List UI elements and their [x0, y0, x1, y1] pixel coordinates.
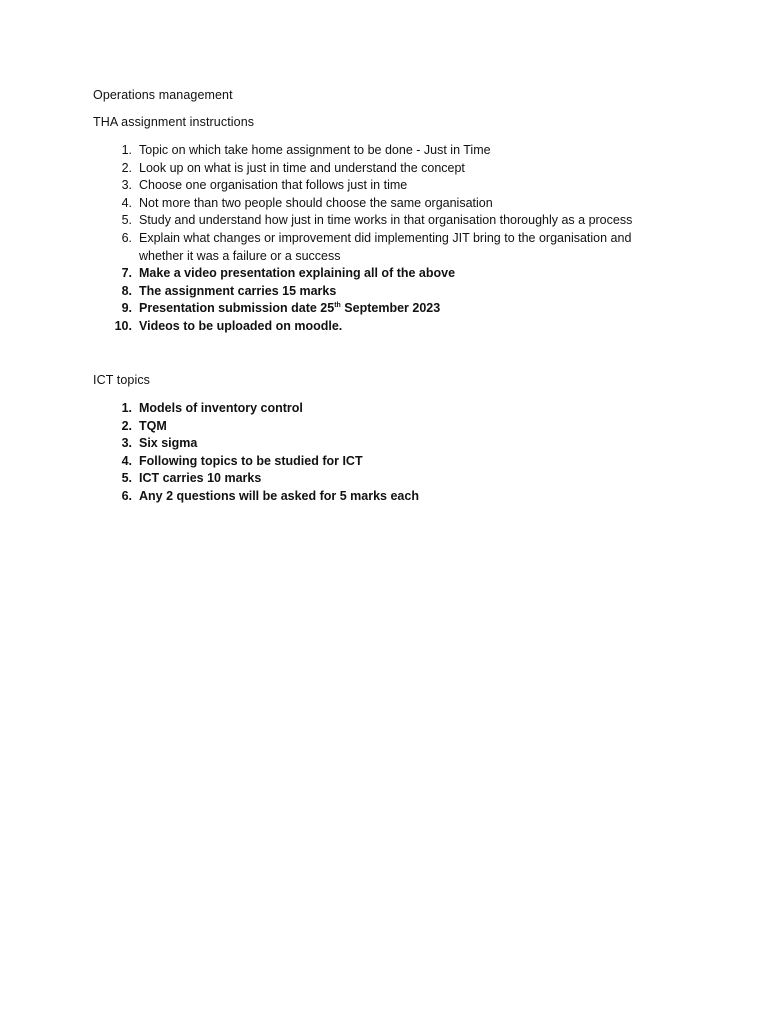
- ict-heading: ICT topics: [93, 373, 151, 387]
- list-item: 8. The assignment carries 15 marks: [121, 283, 337, 298]
- list-item: 9. Presentation submission date 25th September 2023: [121, 301, 441, 316]
- list-item: 6. Any 2 questions will be asked for 5 marks each: [121, 488, 419, 503]
- ict-topics-list: [0, 400, 768, 506]
- tha-instructions-list: [0, 142, 768, 336]
- list-item: 6. Explain what changes or improvement did implementing JIT bring to the organisation and whether it was a failure or a success: [121, 230, 632, 263]
- document-title: Operations management: [93, 88, 233, 102]
- list-item: 5. ICT carries 10 marks: [121, 471, 262, 486]
- list-item: 4. Following topics to be studied for ICT: [121, 453, 363, 468]
- list-item: 3. Six sigma: [121, 436, 198, 451]
- list-item: 5. Study and understand how just in time works in that organisation thoroughly as a process: [121, 213, 633, 228]
- list-item: 2. TQM: [121, 418, 167, 433]
- list-item: 1. Topic on which take home assignment to be done - Just in Time: [121, 143, 491, 157]
- list-item: 3. Choose one organisation that follows just in time: [121, 178, 408, 193]
- list-item: 7. Make a video presentation explaining all of the above: [121, 266, 456, 281]
- list-item: 4. Not more than two people should choose the same organisation: [121, 195, 493, 210]
- list-item: 2. Look up on what is just in time and understand the concept: [121, 160, 465, 175]
- tha-heading: THA assignment instructions: [93, 115, 255, 129]
- list-item: 10. Videos to be uploaded on moodle.: [114, 318, 343, 333]
- list-item: 1. Models of inventory control: [121, 401, 303, 415]
